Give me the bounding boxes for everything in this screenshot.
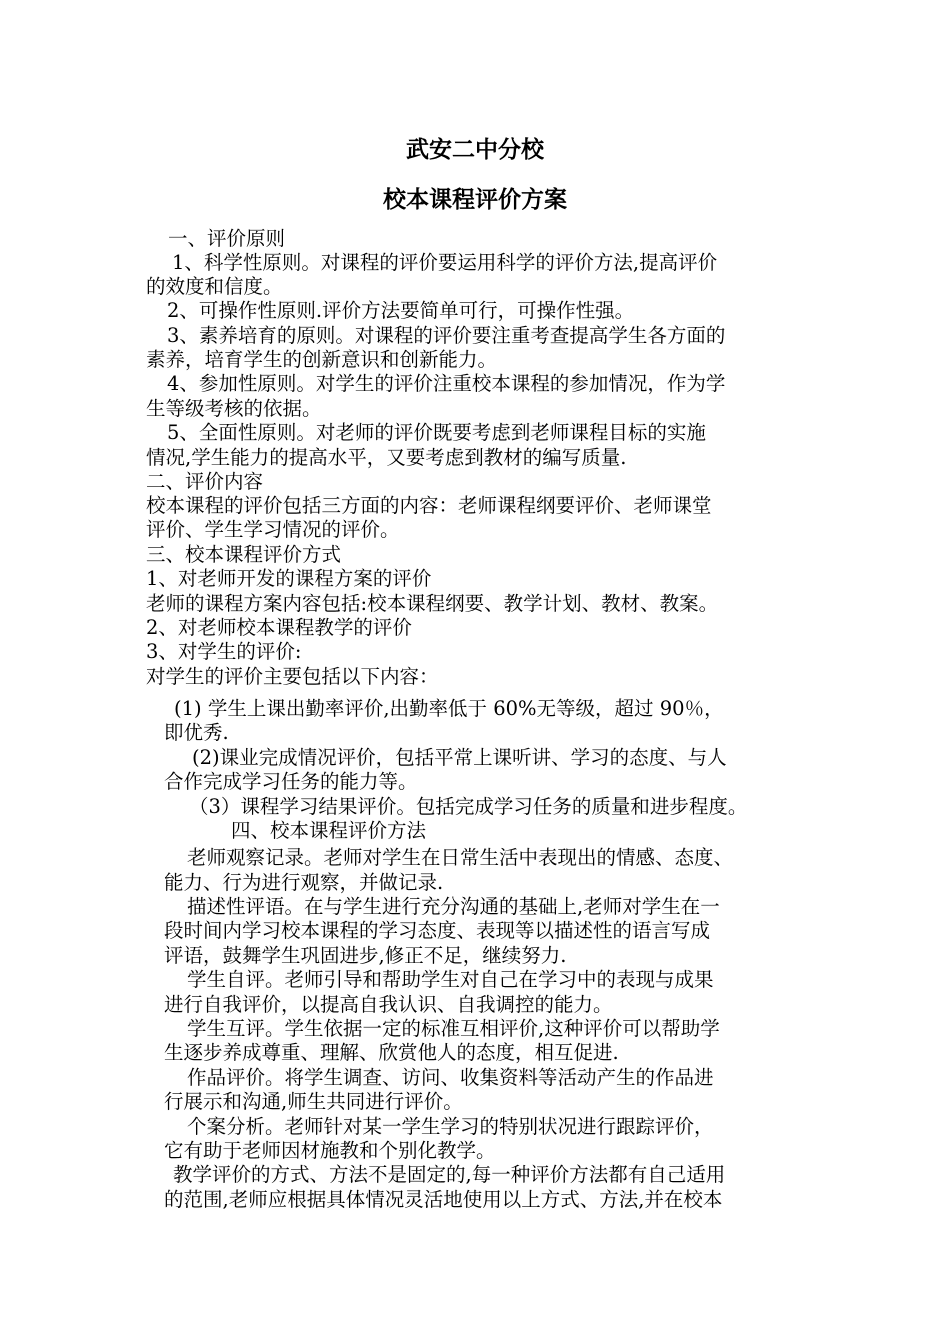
paragraph-line: 3、素养培育的原则。对课程的评价要注重考查提高学生各方面的 <box>167 324 726 347</box>
paragraph-line: 的范围,老师应根据具体情况灵活地使用以上方式、方法,并在校本 <box>164 1188 723 1211</box>
document-title: 校本课程评价方案 <box>383 187 567 213</box>
list-item: (2)课业完成情况评价，包括平常上课听讲、学习的态度、与人 <box>192 746 727 769</box>
section-heading-evaluation-methods: 四、校本课程评价方法 <box>231 819 427 842</box>
paragraph-line: 校本课程的评价包括三方面的内容：老师课程纲要评价、老师课堂 <box>146 494 712 517</box>
paragraph-line: 进行自我评价，以提高自我认识、自我调控的能力。 <box>164 993 613 1016</box>
school-name: 武安二中分校 <box>406 137 544 163</box>
paragraph-line: 评价、学生学习情况的评价。 <box>146 518 400 541</box>
paragraph-line: 2、可操作性原则.评价方法要简单可行，可操作性强。 <box>167 299 635 322</box>
section-heading-methods: 三、校本课程评价方式 <box>146 543 342 566</box>
subheading-line: 1、对老师开发的课程方案的评价 <box>146 567 432 590</box>
paragraph-line: 4、参加性原则。对学生的评价注重校本课程的参加情况，作为学 <box>167 372 726 395</box>
paragraph-line: 合作完成学习任务的能力等。 <box>164 770 418 793</box>
paragraph-line: 作品评价。将学生调查、访问、收集资料等活动产生的作品进 <box>187 1066 714 1089</box>
paragraph-line: 学生自评。老师引导和帮助学生对自己在学习中的表现与成果 <box>187 968 714 991</box>
paragraph-line: 生逐步养成尊重、理解、欣赏他人的态度，相互促进. <box>164 1041 619 1064</box>
list-item: (1) 学生上课出勤率评价,出勤率低于 60%无等级，超过 90％， <box>174 697 724 720</box>
paragraph-line: 老师的课程方案内容包括:校本课程纲要、教学计划、教材、教案。 <box>146 592 719 615</box>
section-heading-content: 二、评价内容 <box>146 470 264 493</box>
paragraph-line: 个案分析。老师针对某一学生学习的特别状况进行跟踪评价， <box>187 1115 714 1138</box>
paragraph-line: 能力、行为进行观察，并做记录. <box>164 871 444 894</box>
paragraph-line: 描述性评语。在与学生进行充分沟通的基础上,老师对学生在一 <box>187 895 720 918</box>
paragraph-line: 5、全面性原则。对老师的评价既要考虑到老师课程目标的实施 <box>167 421 706 444</box>
paragraph-line: 情况,学生能力的提高水平，又要考虑到教材的编写质量. <box>146 446 627 469</box>
paragraph-line: 即优秀. <box>164 721 229 744</box>
paragraph-line: 对学生的评价主要包括以下内容： <box>146 665 439 688</box>
paragraph-line: 评语，鼓舞学生巩固进步,修正不足，继续努力. <box>164 944 567 967</box>
paragraph-line: 素养，培育学生的创新意识和创新能力。 <box>146 348 498 371</box>
paragraph-line: 的效度和信度。 <box>146 275 283 298</box>
paragraph-line: 1、科学性原则。对课程的评价要运用科学的评价方法,提高评价 <box>172 251 718 274</box>
paragraph-line: 学生互评。学生依据一定的标准互相评价,这种评价可以帮助学 <box>187 1017 720 1040</box>
paragraph-line: 老师观察记录。老师对学生在日常生活中表现出的情感、态度、 <box>187 846 734 869</box>
paragraph-line: 行展示和沟通,师生共同进行评价。 <box>164 1090 463 1113</box>
paragraph-line: 生等级考核的依据。 <box>146 397 322 420</box>
section-heading-principles: 一、评价原则 <box>168 227 286 250</box>
subheading-line: 2、对老师校本课程教学的评价 <box>146 616 412 639</box>
subheading-line: 3、对学生的评价: <box>146 640 302 663</box>
list-item: （3）课程学习结果评价。包括完成学习任务的质量和进步程度。 <box>189 795 748 818</box>
paragraph-line: 它有助于老师因材施教和个别化教学。 <box>164 1139 496 1162</box>
paragraph-line: 段时间内学习校本课程的学习态度、表现等以描述性的语言写成 <box>164 919 711 942</box>
paragraph-line: 教学评价的方式、方法不是固定的,每一种评价方法都有自己适用 <box>173 1163 726 1186</box>
